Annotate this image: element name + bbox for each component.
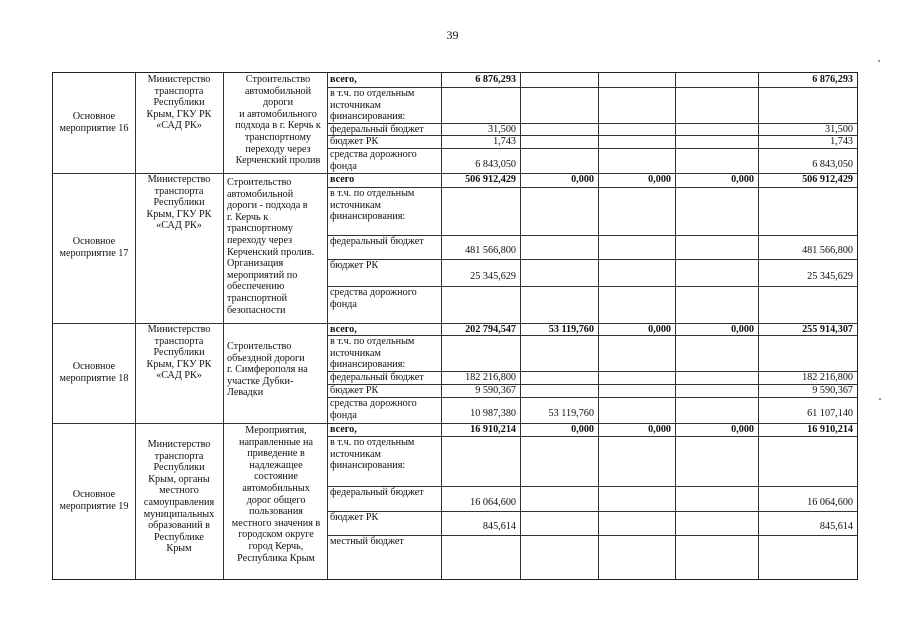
funding-source-label: федеральный бюджет: [330, 372, 424, 383]
measure-name: Основное мероприятие 19: [59, 489, 129, 512]
year-value: 6 876,293: [475, 74, 516, 85]
year-value: 0,000: [571, 424, 594, 435]
scan-speck: [878, 60, 880, 62]
year-value: 0,000: [731, 174, 754, 185]
total-value: 9 590,367: [812, 385, 853, 396]
funding-source-label: местный бюджет: [330, 536, 404, 547]
funding-source-label: бюджет РК: [330, 260, 379, 271]
funding-source-label: бюджет РК: [330, 512, 379, 523]
executor-name: Министерство транспорта Республики Крым, ГКУ РК «САД РК»: [146, 174, 212, 232]
funding-source-label: всего,: [330, 324, 357, 335]
executor-name: Министерство транспорта Республики Крым, ГКУ РК «САД РК»: [146, 74, 212, 132]
measure-description: Строительство объездной дороги г. Симферополя на участке Дубки- Левадки: [227, 341, 308, 399]
year-value: 9 590,367: [475, 385, 516, 396]
year-value: 6 843,050: [475, 158, 516, 170]
total-value: 255 914,307: [802, 324, 853, 335]
funding-source-label: в т.ч. по отдельным источникам финансирования:: [330, 188, 415, 223]
page-number: 39: [446, 28, 459, 42]
total-value: 31,500: [824, 124, 853, 135]
funding-source-label: средства дорожного фонда: [330, 287, 417, 310]
year-value: 10 987,380: [470, 408, 516, 419]
measure-name: Основное мероприятие 16: [59, 111, 129, 134]
scan-speck: [879, 398, 881, 400]
funding-source-label: бюджет РК: [330, 385, 379, 396]
year-value: 1,743: [493, 136, 516, 147]
total-value: 1,743: [830, 136, 853, 147]
funding-source-label: всего,: [330, 424, 357, 435]
measure-description: Строительство автомобильной дороги и автомобильного подхода в г. Керчь к транспортному переходу через Керченский пролив: [235, 74, 321, 167]
total-value: 6 843,050: [812, 158, 853, 170]
year-value: 31,500: [487, 124, 516, 135]
year-value: 53 119,760: [548, 408, 594, 419]
total-value: 506 912,429: [802, 174, 853, 185]
year-value: 0,000: [571, 174, 594, 185]
year-value: 16 910,214: [470, 424, 516, 435]
column-divider: [223, 73, 224, 579]
year-value: 0,000: [731, 324, 754, 335]
funding-source-label: в т.ч. по отдельным источникам финансирования:: [330, 437, 415, 472]
year-value: 506 912,429: [465, 174, 516, 185]
total-value: 25 345,629: [807, 270, 853, 282]
measure-name: Основное мероприятие 18: [59, 361, 129, 384]
funding-source-label: всего: [330, 174, 355, 185]
total-value: 6 876,293: [812, 74, 853, 85]
year-value: 0,000: [648, 324, 671, 335]
year-value: 182 216,800: [465, 372, 516, 383]
year-value: 53 119,760: [548, 324, 594, 335]
year-value: 845,614: [482, 521, 516, 532]
year-value: 202 794,547: [465, 324, 516, 335]
measure-name: Основное мероприятие 17: [59, 236, 129, 259]
budget-table: [52, 72, 858, 580]
funding-source-label: в т.ч. по отдельным источникам финансирования:: [330, 88, 415, 123]
funding-source-label: федеральный бюджет: [330, 487, 424, 498]
measure-description: Строительство автомобильной дороги - подхода в г. Керчь к транспортному переходу через Керченский пролив. Организация мероприятий по обеспечению транспортной безопасности: [227, 177, 315, 316]
total-value: 16 064,600: [807, 496, 853, 508]
total-value: 61 107,140: [807, 408, 853, 419]
funding-source-label: средства дорожного фонда: [330, 149, 417, 172]
total-value: 481 566,800: [802, 245, 853, 256]
year-value: 0,000: [648, 424, 671, 435]
total-value: 845,614: [819, 521, 853, 532]
executor-name: Министерство транспорта Республики Крым, ГКУ РК «САД РК»: [146, 324, 212, 382]
measure-description: Мероприятия, направленные на приведение в надлежащее состояние автомобильных дорог общего пользования местного значения в городском округе город Керчь, Республика Крым: [231, 425, 321, 564]
year-value: 0,000: [731, 424, 754, 435]
column-divider: [135, 73, 136, 579]
executor-name: Министерство транспорта Республики Крым, органы местного самоуправления муниципальных образований в Республике Крым: [143, 439, 215, 555]
year-value: 25 345,629: [470, 270, 516, 282]
total-value: 182 216,800: [802, 372, 853, 383]
total-value: 16 910,214: [807, 424, 853, 435]
funding-source-label: всего,: [330, 74, 357, 85]
funding-source-label: бюджет РК: [330, 136, 379, 147]
year-value: 481 566,800: [465, 245, 516, 256]
funding-source-label: федеральный бюджет: [330, 124, 424, 135]
funding-source-label: средства дорожного фонда: [330, 398, 417, 421]
year-value: 16 064,600: [470, 496, 516, 508]
funding-source-label: в т.ч. по отдельным источникам финансирования:: [330, 336, 415, 371]
funding-source-label: федеральный бюджет: [330, 236, 424, 247]
year-value: 0,000: [648, 174, 671, 185]
